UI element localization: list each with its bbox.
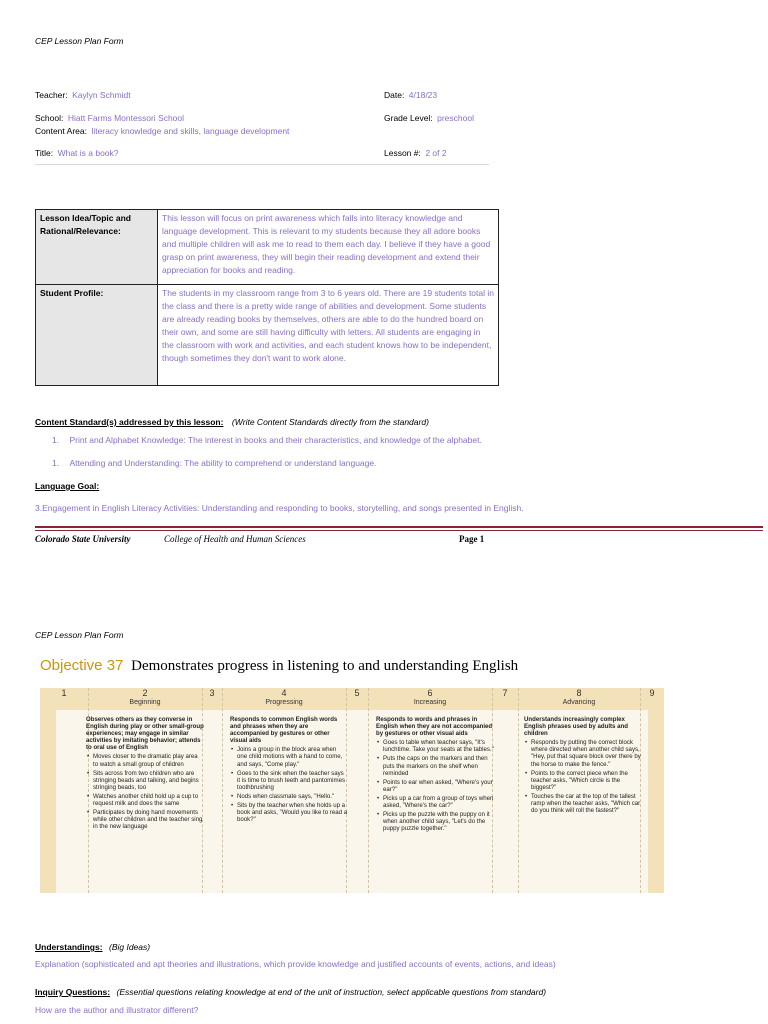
teacher-line — [35, 85, 131, 103]
column-lead: Responds to words and phrases in English when they are not accompanied by gestures or other visual aids — [376, 716, 493, 738]
list-item: • Goes to the sink when the teacher says it is time to brush teeth and pantomimes toothbrushing — [237, 770, 348, 791]
column-lead: Observes others as they converse in English during play or other small-group experiences; may engage in similar activities by imitating behavior; attends to oral use of English — [86, 716, 204, 752]
inquiry-text: How are the author and illustrator different? — [35, 1005, 199, 1015]
footer-page-number: Page 1 — [459, 534, 485, 544]
grade-value: preschool — [437, 113, 474, 123]
list-item: • Watches another child hold up a cup to request milk and does the same — [93, 793, 204, 807]
scale-heading-6 — [368, 688, 492, 710]
level-label: Increasing — [413, 699, 447, 706]
objective-number: Objective 37 — [40, 657, 124, 674]
objective-column-advancing — [524, 716, 642, 816]
list-item: • Responds by putting the correct block where directed when another child says, "Hey, put that square block over there by the horse to make the fence." — [531, 739, 642, 767]
list-item: • Touches the car at the top of the tallest ramp when the teacher asks, "Which car do you think will roll the fastest?" — [531, 793, 642, 814]
list-item: • Picks up the puzzle with the puppy on it when another child says, "Let's do the puppy puzzle together." — [383, 811, 494, 832]
lesson-idea-content: This lesson will focus on print awareness which falls into literacy knowledge and language development. This is relevant to my students because they all adore books and multiple children will ask me to read to them each day. I believe if they have a good grasp on print awareness, they will begin their reading development and extend their appreciation for books and reading. — [158, 210, 499, 285]
lesson-table — [35, 209, 499, 386]
level-label: Beginning — [129, 699, 161, 706]
footer-rule-bottom — [35, 530, 763, 531]
inquiry-note: (Essential questions relating knowledge at end of the unit of instruction, select applicable questions from standard) — [116, 987, 547, 997]
scale-heading-3 — [202, 688, 222, 710]
table-row — [36, 285, 499, 386]
list-item: • Joins a group in the block area when one child motions with a hand to come, and says, "Come play." — [237, 746, 348, 767]
title-label: Title: — [35, 148, 54, 158]
scale-number: 1 — [61, 688, 67, 698]
scale-number: 9 — [649, 688, 655, 698]
list-item: • Sits by the teacher when she holds up a book and asks, "Would you like to read a book?" — [237, 802, 348, 823]
list-item: • Points to the correct piece when the teacher asks, "Which circle is the biggest?" — [531, 770, 642, 791]
objective-column-beginning — [86, 716, 204, 832]
scale-number: 8 — [576, 688, 582, 698]
scale-heading-2 — [88, 688, 202, 710]
date-label: Date: — [384, 90, 405, 100]
grade-label: Grade Level: — [384, 113, 433, 123]
grade-line — [384, 108, 474, 126]
school-label: School: — [35, 113, 64, 123]
footer-college: College of Health and Human Sciences — [164, 534, 306, 544]
date-line — [384, 85, 437, 103]
list-item: • Sits across from two children who are stringing beads and talking, and begins stringing beads, too — [93, 770, 204, 791]
column-lead: Understands increasingly complex English phrases used by adults and children — [524, 716, 628, 738]
scale-heading-9 — [640, 688, 664, 710]
footer-university: Colorado State University — [35, 534, 131, 544]
level-label: Advancing — [562, 699, 596, 706]
scale-number: 2 — [142, 688, 148, 698]
list-item: • Moves closer to the dramatic play area to watch a small group of children — [93, 753, 204, 767]
understandings-line — [35, 937, 150, 955]
lesson-value: 2 of 2 — [425, 148, 447, 158]
content-area-line — [35, 121, 289, 139]
school-value: Hiatt Farms Montessori School — [67, 113, 185, 123]
title-value: What is a book? — [57, 148, 119, 158]
inquiry-heading: Inquiry Questions: — [35, 987, 111, 997]
language-goal-text: 3.Engagement in English Literacy Activities: Understanding and responding to books, storytelling, and songs presented in English. — [35, 503, 524, 513]
level-label: Progressing — [265, 699, 303, 706]
standards-heading: Content Standard(s) addressed by this lesson: — [35, 417, 224, 427]
column-divider — [222, 688, 223, 893]
list-item: • Points to ear when asked, "Where's your ear?" — [383, 779, 494, 793]
standard-number: 1. — [52, 435, 60, 445]
list-item: • Puts the caps on the markers and then puts the markers on the shelf when reminded — [383, 755, 494, 776]
form-title: CEP Lesson Plan Form — [35, 36, 124, 46]
column-divider — [518, 688, 519, 893]
scale-heading-1 — [40, 688, 88, 710]
teacher-value: Kaylyn Schmidt — [72, 90, 131, 100]
scale-number: 6 — [427, 688, 433, 698]
standard-text: Print and Alphabet Knowledge: The interest in books and their characteristics, and knowledge of the alphabet. — [69, 435, 482, 445]
objective-title-line — [40, 657, 518, 675]
scale-heading-7 — [492, 688, 518, 710]
list-item: • Picks up a car from a group of toys when asked, "Where's the car?" — [383, 795, 494, 809]
scale-number: 3 — [209, 688, 215, 698]
understandings-text: Explanation (sophisticated and apt theories and illustrations, which provide knowledge and justified accounts of events, actions, and ideas) — [35, 959, 556, 969]
title-line — [35, 143, 119, 161]
lesson-label: Lesson #: — [384, 148, 421, 158]
objective-column-increasing — [376, 716, 494, 834]
scale-number: 5 — [354, 688, 360, 698]
student-profile-content: The students in my classroom range from 3 to 6 years old. There are 19 students total in the class and there is a pretty wide range of abilities and development. Some students are already reading books by themselves, others are able to do the hundred board on their own, and some are still having difficulty with letters. All students are engaging in the classroom with work and activities, and each student knows how to be independent, though sometimes they don't want to work alone. — [158, 285, 499, 386]
column-lead: Responds to common English words and phrases when they are accompanied by gestures or other visual aids — [230, 716, 338, 745]
standards-heading-line — [35, 412, 429, 430]
scale-number: 4 — [281, 688, 287, 698]
footer-rule-top — [35, 526, 763, 528]
list-item: • Goes to table when teacher says, "It's lunchtime. Take your seats at the tables." — [383, 739, 494, 753]
lesson-idea-heading: Lesson Idea/Topic and Rational/Relevance: — [36, 210, 158, 285]
content-area-value: literacy knowledge and skills, language development — [91, 126, 290, 136]
table-row — [36, 210, 499, 285]
list-item: • Participates by doing hand movements while other children and the teacher sing in the new language — [93, 809, 204, 830]
understandings-note: (Big Ideas) — [108, 942, 151, 952]
student-profile-heading: Student Profile: — [36, 285, 158, 386]
list-item: • Nods when classmate says, "Hello." — [237, 793, 348, 800]
scale-heading-5 — [346, 688, 368, 710]
standard-number: 1. — [52, 458, 60, 468]
standard-item — [52, 435, 482, 445]
inquiry-line — [35, 982, 546, 1000]
language-goal-heading: Language Goal: — [35, 481, 100, 491]
scale-number: 7 — [502, 688, 508, 698]
understandings-heading: Understandings: — [35, 942, 103, 952]
objective-title: Demonstrates progress in listening to and understanding English — [131, 658, 519, 674]
column-divider — [368, 688, 369, 893]
standards-note: (Write Content Standards directly from the standard) — [231, 417, 429, 427]
form-title: CEP Lesson Plan Form — [35, 630, 124, 640]
date-value: 4/18/23 — [408, 90, 438, 100]
header-divider — [35, 164, 489, 165]
standard-item — [52, 458, 376, 468]
scale-heading-8 — [518, 688, 640, 710]
standard-text: Attending and Understanding: The ability to comprehend or understand language. — [69, 458, 377, 468]
objective-column-progressing — [230, 716, 348, 825]
content-area-label: Content Area: — [35, 126, 87, 136]
lesson-line — [384, 143, 447, 161]
scale-heading-4 — [222, 688, 346, 710]
teacher-label: Teacher: — [35, 90, 68, 100]
